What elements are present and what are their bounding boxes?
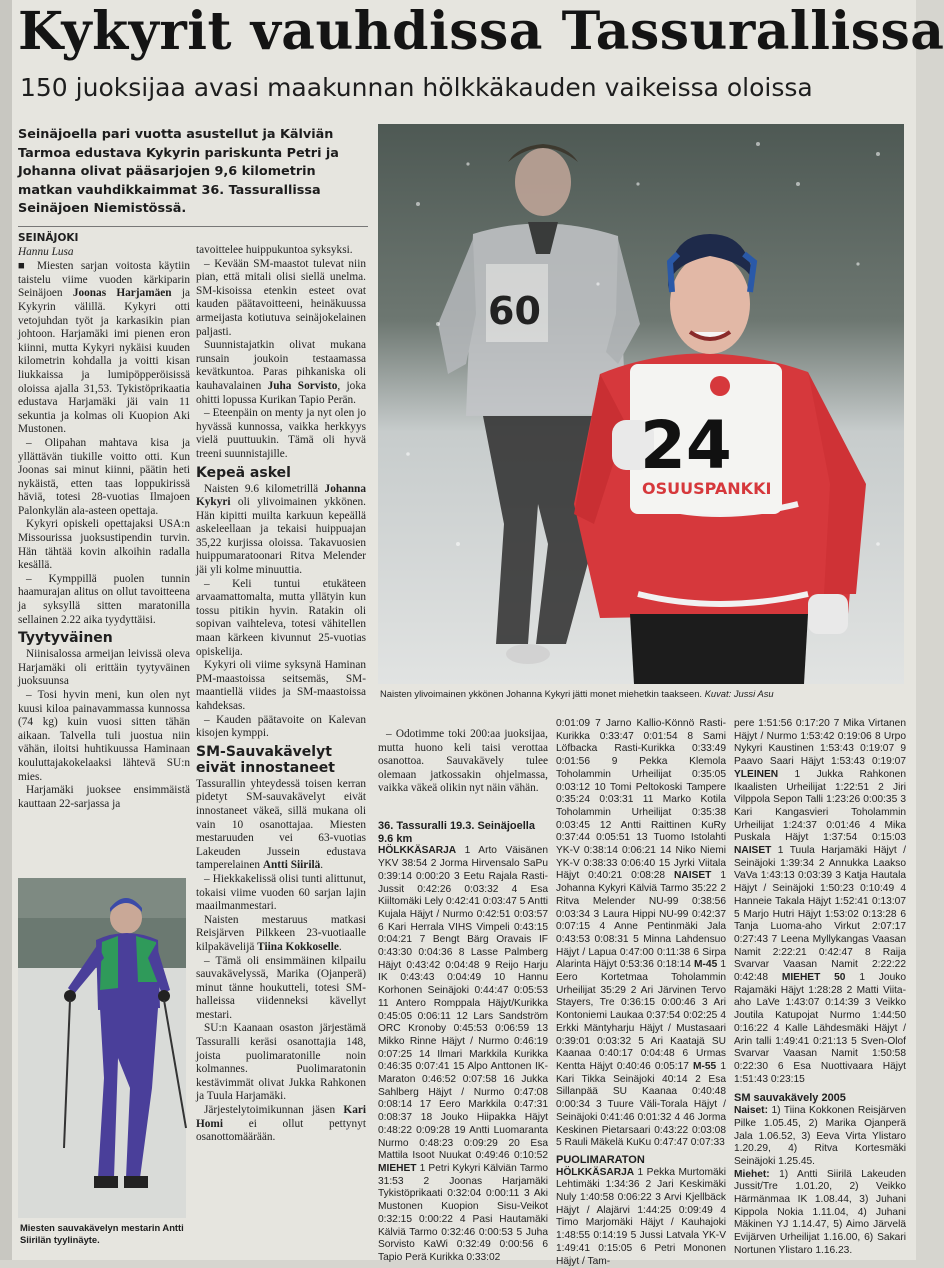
results-title: 36. Tassuralli 19.3. Seinäjoella [378,820,535,832]
section-heading: Tyytyväinen [18,630,113,647]
lead-divider [18,226,368,227]
section-heading: Kepeä askel [196,464,291,481]
results-text: 0:01:09 7 Jarno Kallio-Könnö Rasti-Kurikka 0:33:47 0:01:54 8 Sami Löfbacka Rasti-Kurikka 0:33:49 0:01:56 9 Pekka Klemola Toholammin Urheilijat 0:35:05 0:03:12 10 Tomi Peltokoski Tampere 0:35:24 0:03:31 11 Marko Kotila Toholammin Urheilijat 0:35:38 0:03:45 12 Antti Raittinen KuRy 0:37:44 0:05:51 13 Tuomo Istolahti YK-V 0:38:14 0:06:21 14 Niko Niemi YK-V 0:38:33 0:06:40 15 Jyrki Viitala Häjyt 0:40:21 0:08:28 NAISET 1 Johanna Kykyri Kälviä Tarmo 35:22 2 Ritva Melender NU-99 0:38:56 0:03:34 3 Laura Hippi NU-99 0:42:37 0:07:15 4 Anne Pentinmäki Jala 0:43:53 0:08:31 5 Minna Lahdensuo Häjyt / Lapua 0:47:00 0:11:38 6 Sirpa Alarinta Häjyt 0:53:36 0:18:14 M-45 1 Eero Kortetmaa Toholammin Urheilijat 35:29 2 Ari Järvinen Tervo Stayers, Tre 0:36:15 0:00:46 3 Ari Kontoniemi Laukaa 0:37:54 0:02:25 4 Erkki Mäntyharju Häjyt / Mustasaari 0:39:01 0:03:32 5 Ari Kaatajä SU Kaanaa 0:40:17 0:04:48 6 Urmas Kentta Häjyt 0:40:46 0:05:17 M-55 1 Kari Tikka Seinäjoki 40:14 2 Esa Sillanpää SU Kaanaa 0:40:48 0:00:34 3 Tuure Väli-Torala Häjyt / Seinäjoki 0:41:46 0:01:32 4 46 Jorma Keskinen Pietarsaari 0:43:22 0:03:08 5 Rauli Mäkelä KuKu 0:47:47 0:07:33 [556,718,727,1149]
paragraph: ■ Miesten sarjan voitosta käytiin taistelu viime vuoden kärkiparin Seinäjoen Joonas Harjamäen ja Kykyrin välillä. Kykyri otti vetojuhdan työt ja karkasikin pian johtoon. Harjamäki imi pienen eron kiinni, mutta Kykyri nykäisi kuuden kilometrin kohdalla ja voitti kisan liukkaissa ja lumipöpperöisissä oloissa ajalla 31,53. Tykistöprikaatia edustava Harjamäki jäi vain 11 sekuntia ja kolmas oli Kuopion Aki Mustonen. [18,260,190,436]
sponsor-text: OSUUSPANKKI [642,479,772,498]
headline: Kykyrit vauhdissa Tassurallissa [18,1,944,62]
paragraph: tavoittelee huippukuntoa syksyksi. [196,244,353,256]
paragraph: Harjamäki juoksee ensimmäistä kauttaan 22-sarjassa ja [18,784,190,810]
article-column-3-end [378,728,548,818]
paragraph: – Kymppillä puolen tunnin haamurajan alitus on ollut tavoitteena ja syksyllä sitten maratonilla sellainen 2.22 aika tyydyttäisi. [18,572,190,626]
paragraph: Niinisalossa armeijan leivissä oleva Harjamäki oli erittäin tyytyväinen juoksuunsa [18,648,190,688]
paragraph: – Tämä oli ensimmäinen kilpailu sauvakävelyssä, Marika (Ojanperä) minut tänne houkutteli, totesi SM-halleissa viidenneksi kävellyt mestari. [196,954,366,1021]
page-edge-shadow [0,0,12,1260]
paragraph: Kykyri opiskeli opettajaksi USA:n Missourissa juoksustipendin turvin. Hän tähtää kovin alkoihin radalla kesällä. [18,518,190,572]
small-photo-caption: Miesten sauvakävelyn mestarin Antti Siirilän tyylinäyte. [20,1222,184,1245]
runner-name: Kari Homi [196,1104,366,1130]
paragraph: – Hiekkakelissä olisi tunti alittunut, tokaisi viime vuoden 60 sarjan lajin maailmanmestari. [196,872,366,913]
paragraph: Tassurallin yhteydessä toisen kerran pidetyt SM-sauvakävelyt eivät innostaneet väkeä, sillä mukana oli vain 10 osanottajaa. Miesten mestaruuden vei 63-vuotias Lakeuden Jussein edustava tamperelainen Antti Siirilä. [196,777,366,872]
runner-name: Antti Siirilä [262,859,321,872]
results-distance: 9.6 km [378,832,413,845]
paragraph: Naisten mestaruus matkasi Reisjärven Pilkkeen 23-vuotiaalle kilpakävelijä Tiina Kokkoselle. [196,913,366,953]
subheadline: 150 juoksijaa avasi maakunnan hölkkäkauden vaikeissa oloissa [20,73,813,102]
sm-results-men: Miehet: 1) Antti Siirilä Lakeuden Jussit/Tre 1.01.20, 2) Veikko Härmänmaa IK 1.08.44, 3) Juhani Kippola Nokia 1.11.04, 4) Juhani Mäkinen YJ 1.14.47, 5) Aimo Järvelä Evijärven Urheilijat 1.16.00, 6) Sakari Nortunen Ylistaro 1.16.23. [734,1168,906,1256]
paragraph: – Odotimme toki 200:aa juoksijaa, mutta huono keli taisi verottaa osanottoa. Sauvakävely tulee olemaan jatkossakin ohjelmassa, vaikka väkeä olikin nyt näin vähän. [378,728,548,795]
paragraph: – Kevään SM-maastot tulevat niin pian, että mitali olisi siellä unelma. SM-kisoissa etenkin esteet ovat kauden päätavoitteeni, heinäkuussa armeijasta kotiutuva seinäjokelainen paljasti. [196,257,366,338]
results-section-heading: PUOLIMARATON [556,1153,645,1166]
paragraph: – Kauden päätavoite on Kalevan kisojen kymppi. [196,713,366,740]
runner-name: Tiina Kokkoselle [257,940,339,953]
runner-name: Juha Sorvisto [267,379,338,392]
byline-author: Hannu Lusa [18,245,74,258]
results-text: HÖLKKÄSARJA 1 Arto Väisänen YKV 38:54 2 Jorma Hirvensalo SaPu 0:39:14 0:00:20 3 Eetu Rajala Rasti-Jussit 0:42:26 0:03:32 4 Esa Kiiltomäki Lely 0:42:41 0:03:47 5 Antti Kujala Häjyt / Nurmo 0:42:51 0:03:57 6 Kari Herrala VIHS Vimpeli 0:43:15 0:04:21 7 Bengt Bärg Oravais IF 0:43:30 0:04:36 8 Lasse Palmberg Häjyt 0:43:42 0:04:48 9 Reijo Harju IK 0:43:43 0:04:49 10 Hannu Korhonen Seinäjoki 0:44:47 0:05:53 11 Antero Romppala Häjyt/Kurikka 0:45:05 0:06:11 12 Lars Sandström ORC Kronoby 0:45:53 0:06:59 13 Mikko Rinne Häjyt / Nurmo 0:46:19 0:07:25 14 Ilmari Markkila Kurikka 0:46:35 0:07:41 15 Alpo Anttonen IK-Maraton 0:46:52 0:07:58 16 Jukka Sahlberg Häjyt / Nurmo 0:47:08 0:08:14 17 Eero Markkila 0:47:31 0:08:37 18 Jouko Hiipakka Häjyt 0:48:22 0:09:28 19 Antti Luomaranta Nurmo 0:48:23 0:09:29 20 Esa Mattila Isoot Nuukat 0:49:46 0:10:52 MIEHET 1 Petri Kykyri Kälviän Tarmo 31:53 2 Joonas Harjamäki Tykistöprikaati 0:32:04 0:00:11 3 Aki Mustonen Kuopion Sisu-Veikot 0:32:15 0:00:22 4 Pasi Hautamäki Kälviä Tarmo 0:32:46 0:00:53 5 Juha Sorvisto KaWi 0:32:49 0:00:56 6 Tapio Perä Kurikka 0:33:02 [378,845,548,1263]
lead-paragraph: Seinäjoella pari vuotta asustellut ja Kälviän Tarmoa edustava Kykyrin pariskunta Petri ja Johanna olivat pääsarjojen 9,6 kilometrin matkan vauhdikkaimmat 36. Tassurallissa Seinäjoen Niemistössä. [18,127,339,216]
main-photo-caption: Naisten ylivoimainen ykkönen Johanna Kykyri jätti monet miehetkin taakseen. Kuvat: Jussi Asu [380,688,774,699]
results-column-1 [378,820,548,1263]
results-column-2 [556,718,727,1267]
back-runner-bib: 60 [488,289,541,333]
results-column-3 [734,718,906,1258]
paragraph: – Eteenpäin on menty ja nyt olen jo hyvässä kunnossa, vaikka herkkyys vielä puuttuukin. Tämä oli hyvä treeni suunnistajille. [196,407,366,460]
paragraph: Kykyri oli viime syksynä Haminan PM-maastoissa seitsemäs, SM-maantiellä viides ja SM-maastoissa kahdeksas. [196,659,366,712]
runners-illustration [378,124,904,684]
byline-place: SEINÄJOKI [18,232,79,244]
paragraph: – Olipahan mahtava kisa ja yllättävän tiukille voitto otti. Kun Joonas sai minut kiinni, päätin heti nykäistä, etten taas loppukirissä häviä, totesi 28-vuotias Ilmajoen Palonkylän ala-asteen opettaja. [18,436,190,517]
runner-name: Johanna Kykyri [196,482,366,509]
nordic-walker-illustration [18,878,186,1218]
photo-runners [378,124,904,684]
paragraph: Suunnistajatkin olivat mukana runsain joukoin testaamassa kevätkuntoa. Paras pihkaniska oli kauhavalainen Juha Sorvisto, joka ohitti lopussa Kurikan Tapio Perän. [196,339,366,406]
paragraph: – Keli tuntui etukäteen arvaamattomalta, mutta yllätyin kun tossu pitikin hyvin. Ratakin oli sopivan vaihteleva, totesi vähitellen maan kärkeen kivunnut 25-vuotias opiskelija. [196,577,366,658]
paragraph: Järjestelytoimikunnan jäsen Kari Homi ei ollut pettynyt osanottomäärään. [196,1104,366,1144]
results-text: HÖLKKÄSARJA 1 Pekka Murtomäki Lehtimäki 1:34:36 2 Jari Keskimäki Nuly 1:40:58 0:06:22 3 Arvi Kjellbäck Häjyt / Alajärvi 1:44:25 0:09:49 4 Timo Marjomäki Häjyt / Kauhajoki 1:48:55 0:14:19 5 Jussi Latvala YK-V 1:49:41 0:15:05 6 Petri Mononen Häjyt / Tam- [556,1166,726,1267]
photo-sauvakavely [18,878,186,1218]
sm-results-women: Naiset: 1) Tiina Kokkonen Reisjärven Pilke 1.05.45, 2) Marika Ojanperä Jala 1.06.52, 3) Eeva Virta Ylistaro 1.20.29, 4) Ritva Kortesmäki Seinäjoki 1.25.45. [734,1105,906,1167]
article-column-2 [196,244,366,1254]
paragraph: – Tosi hyvin meni, kun olen nyt kuusi kiloa painavammassa kunnossa (74 kg) kuin vuosi sitten tähän aikaan. Talvella tuli juostua niin vähän, iloitsi huhtikuussa Haminaan kouluttajakokelaaksi lähtevä SU:n mies. [18,689,190,783]
article-column-1 [18,232,190,872]
sm-results-title: SM sauvakävely 2005 [734,1092,846,1105]
paragraph: SU:n Kaanaan osaston järjestämä Tassuralli keräsi osanottajia 148, joista puolimaratonille noin kolmannes. Puolimaratonin kestävimmät olivat Jukka Rahkonen ja Tuula Harjamäki. [196,1022,366,1103]
front-runner-bib: 24 [640,407,732,484]
photo-credit: Kuvat: Jussi Asu [704,688,774,699]
paragraph: Naisten 9.6 kilometrillä Johanna Kykyri oli ylivoimainen ykkönen. Hän kipitti muilta karkuun kepeällä askeleellaan ja tekaisi huippuajan 35,22 kurjissa oloissa. Takavuosien huippumaratoonari Ritva Melender jäi yli kolme minuuttia. [196,482,366,577]
runner-name: Joonas Harjamäen [72,287,172,300]
results-text: pere 1:51:56 0:17:20 7 Mika Virtanen Häjyt / Nurmo 1:53:42 0:19:06 8 Urpo Nykyri Kaustinen 1:53:43 0:19:07 9 Paavo Saari Häjyt 1:53:43 0:19:07 YLEINEN 1 Jukka Rahkonen Ikaalisten Urheilijat 1:22:51 2 Jiri Vilppola Sepon Talli 1:23:26 0:00:35 3 Kari Kangasvieri Toholammin Urheilijat 1:24:37 0:01:46 4 Mika Puskala Häjyt 1:37:54 0:15:03 NAISET 1 Tuula Harjamäki Häjyt / Seinäjoki 1:39:34 2 Annukka Laakso VaVa 1:43:13 0:03:39 3 Katja Hautala Häjyt / Seinäjoki 1:50:23 0:10:49 4 Hanneie Takala Häjyt 1:52:41 0:13:07 5 Marjo Hutri Häjyt 1:53:02 0:13:28 6 Tanja Luoma-aho Virkut 2:07:17 0:27:43 7 Leena Myllykangas Vaasan Namit 2:22:21 0:42:47 8 Raija Svarvar Vaasan Namit 2:22:22 0:42:48 MIEHET 50 1 Jouko Rajamäki Häjyt 1:28:28 2 Matti Viita-aho LaVe 1:43:07 0:14:39 3 Veikko Joutila Katupojat Nurmo 1:44:50 0:16:22 4 Kalle Lähdesmäki Häjyt / Arin talli 1:49:41 0:21:13 5 Sven-Olof Svarvar Vaasan Namit 1:50:58 0:22:30 6 Esa Nuottivaara Häjyt 1:51:43 0:23:15 [734,718,906,1085]
section-heading: SM-Sauvakävelyt eivät innostaneet [196,743,335,776]
